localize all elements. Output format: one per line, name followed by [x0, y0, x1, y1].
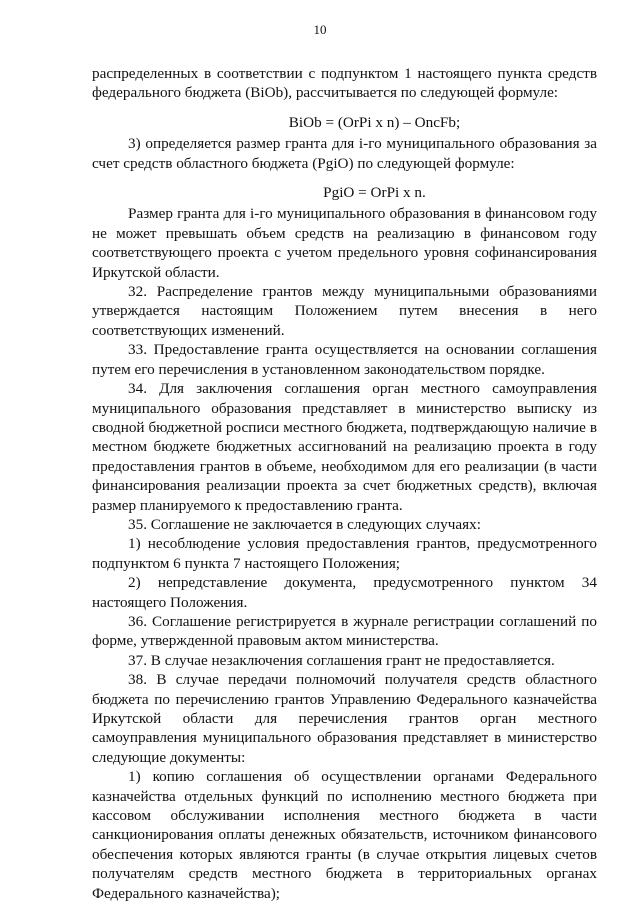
formula-biob: BiOb = (OrPi x n) – OncFb;: [288, 113, 461, 131]
paragraph-federal-budget-continuation: распределенных в соответствии с подпунктом 1 настоящего пункта средств федерального бюджета (BiOb), рассчитывается по следующей формуле:: [92, 65, 597, 102]
paragraph-35-item-1: 1) несоблюдение условия предоставления грантов, предусмотренного подпунктом 6 пункта 7 настоящего Положения;: [92, 535, 597, 572]
paragraph-36: 36. Соглашение регистрируется в журнале регистрации соглашений по форме, утвержденной правовым актом министерства.: [92, 612, 597, 650]
paragraph-38: 38. В случае передачи полномочий получателя средств областного бюджета по перечислению грантов Управлению Федерального казначейства Иркутской области для перечисления грантов орган местного самоуправления муниципального образования представляет в министерство следующие документы:: [92, 671, 597, 766]
page-number: 10: [313, 22, 327, 37]
paragraph-35: 35. Соглашение не заключается в следующих случаях:: [128, 515, 481, 533]
paragraph-35-item-2: 2) непредставление документа, предусмотренного пунктом 34 настоящего Положения.: [92, 574, 597, 611]
paragraph-34: 34. Для заключения соглашения орган местного самоуправления муниципального образования представляет в министерство выписку из сводной бюджетной росписи местного бюджета, подтверждающую наличие в местном бюджете бюджетных ассигнований на реализацию проекта в году предоставления грантов в объеме, необходимом для его реализации (в части финансирования реализации проекта за счет бюджетных средств), включая размер планируемого к предоставлению гранта.: [92, 380, 597, 514]
formula-pgio: PgiO = OrPi x n.: [323, 184, 426, 202]
paragraph-grant-limit: Размер гранта для i-го муниципального образования в финансовом году не может превышать объем средств на реализацию в финансовом году соответствующего проекта с учетом предельного уровня софинансирования Иркутской области.: [92, 205, 597, 281]
paragraph-33: 33. Предоставление гранта осуществляется на основании соглашения путем его перечисления в установленном законодательством порядке.: [92, 341, 597, 378]
document-body: [92, 64, 597, 903]
paragraph-item-3: 3) определяется размер гранта для i-го муниципального образования за счет средств областного бюджета (PgiO) по следующей формуле:: [92, 135, 597, 172]
paragraph-32: 32. Распределение грантов между муниципальными образованиями утверждается настоящим Положением путем внесения в него соответствующих изменений.: [92, 283, 597, 339]
paragraph-38-item-1: 1) копию соглашения об осуществлении органами Федерального казначейства отдельных функций по исполнению местного бюджета при кассовом обслуживании исполнения местного бюджета в части санкционирования оплаты денежных обязательств, источником финансового обеспечения которых являются гранты (в случае открытия лицевых счетов получателям средств местного бюджета в территориальных органах Федерального казначейства);: [92, 768, 597, 902]
paragraph-37: 37. В случае незаключения соглашения грант не предоставляется.: [128, 651, 555, 669]
